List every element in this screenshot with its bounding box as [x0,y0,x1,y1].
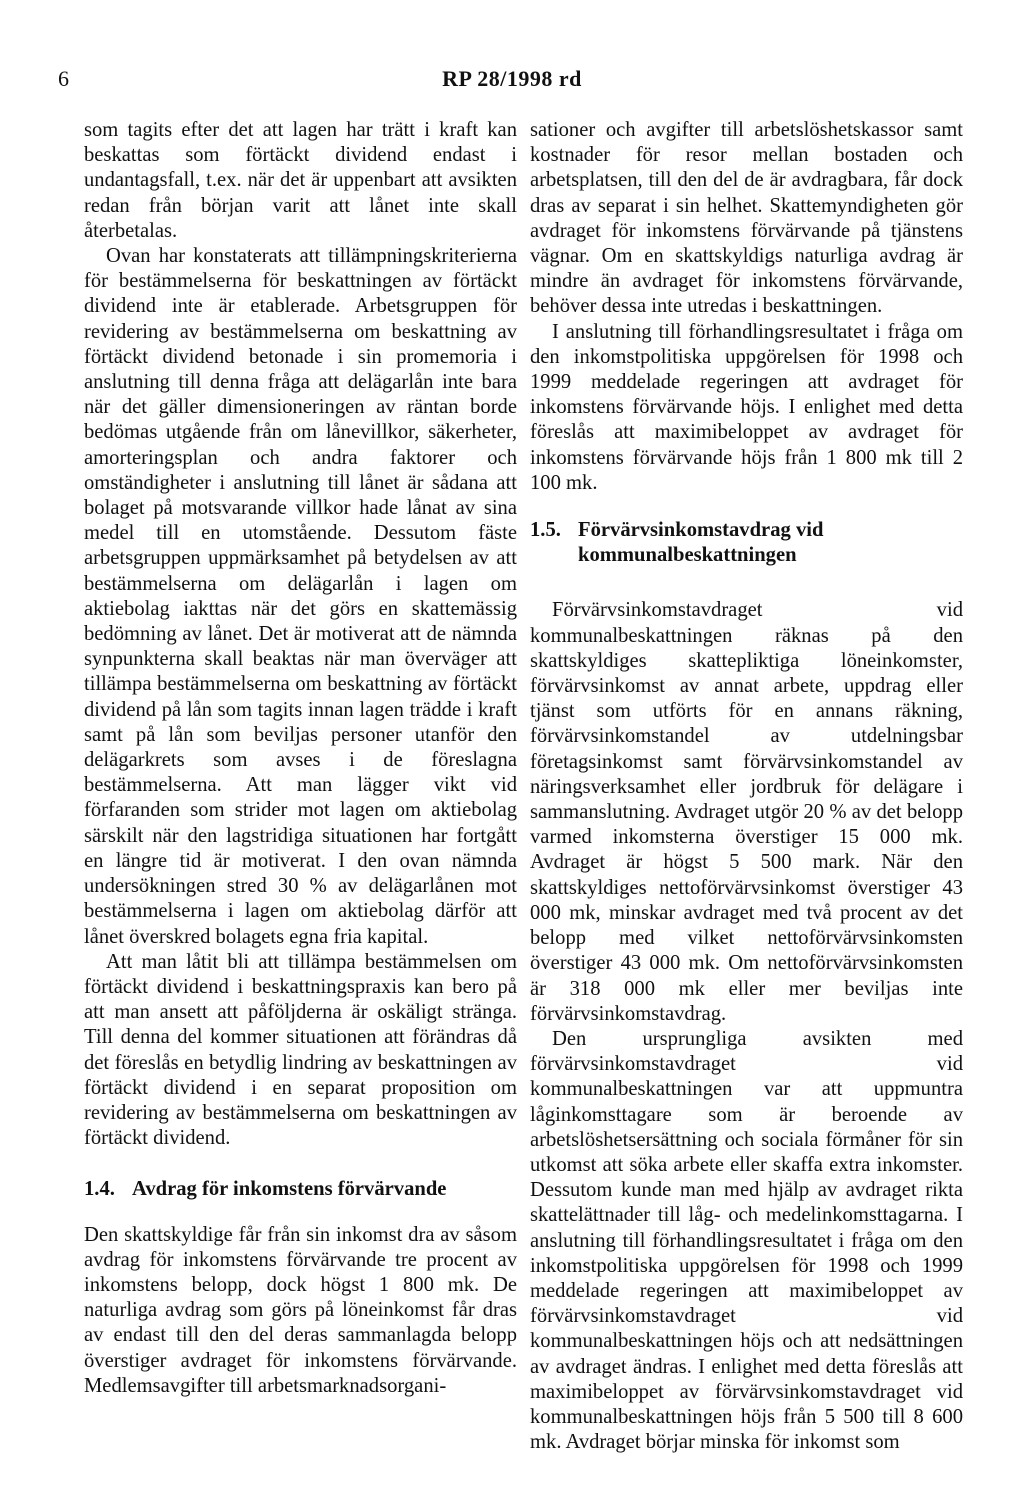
left-paragraph-4: Den skattskyldige får från sin inkomst dra av såsom avdrag för inkomstens förvärvande tre procent av inkomstens belopp, dock högst 1 800 mk. De naturliga avdrag som görs på löneinkomst får dras av endast till den del deras sammanlagda belopp överstiger avdraget för inkomstens förvärvande. Medlemsavgifter till arbetsmarknadsorgani- [84,1223,517,1397]
right-column [530,118,963,1455]
page-header [58,66,966,98]
left-column [84,118,517,1399]
right-paragraph-1: sationer och avgifter till arbetslöshetskassor samt kostnader för resor mellan bostaden och arbetsplatsen, till den del de är avdragbara, får dock dras av separat i sin helhet. Skattemyndigheten gör avdraget för inkomstens förvärvande på tjänstens vägnar. Om en skattskyldigs naturliga avdrag är mindre än avdraget för inkomstens förvärvande, behöver dessa inte utredas i beskattningen. [530,119,963,318]
section-title: Förvärvsinkomstavdrag vid kommunalbeskattningen [578,519,824,567]
section-heading-1-5 [530,518,963,568]
left-paragraph-3: Att man låtit bli att tillämpa bestämmelsen om förtäckt dividend i beskattningspraxis kan bero på att man ansett att påföljderna är oskäligt stränga. Till denna del kommer situationen att förändras då det föreslås en betydlig lindring av beskattningen av förtäckt dividend i en separat proposition om revidering av bestämmelserna om beskattningen av förtäckt dividend. [84,950,517,1150]
left-paragraph-1: som tagits efter det att lagen har trätt i kraft kan beskattas som förtäckt dividend endast i undantagsfall, t.ex. när det är uppenbart att avsikten redan från början varit att lånet inte skall återbetalas. [84,119,517,242]
section-title: Avdrag för inkomstens förvärvande [132,1178,447,1201]
page-number: 6 [58,66,69,91]
right-paragraph-3: Förvärvsinkomstavdraget vid kommunalbeskattningen räknas på den skattskyldiges skattepliktiga löneinkomster, förvärvsinkomst av annat arbete, uppdrag eller tjänst som utförts för en annans räkning, förvärvsinkomstandel av utdelningsbar företagsinkomst samt förvärvsinkomstandel av näringsverksamhet eller jordbruk för delägare i sammanslutning. Avdraget utgör 20 % av det belopp varmed inkomsterna överstiger 15 000 mk. Avdraget är högst 5 500 mark. När den skattskyldiges nettoförvärvsinkomst överstiger 43 000 mk, minskar avdraget med två procent av det belopp med vilket nettoförvärvsinkomsten överstiger 43 000 mk. Om nettoförvärvsinkomsten är 318 000 mk eller mer beviljas inte förvärvsinkomstavdrag. [530,599,963,1025]
running-title: RP 28/1998 rd [442,66,582,91]
section-heading-1-4 [84,1177,517,1202]
section-number: 1.5. [530,519,561,542]
left-paragraph-2: Ovan har konstaterats att tillämpningskriterierna för bestämmelserna för beskattningen av förtäckt dividend inte är etablerade. Arbetsgruppen för revidering av bestämmelserna om beskattning av förtäckt dividend betonade i sin promemoria i anslutning till denna fråga att delägarlån inte bara när det gäller dimensioneringen av räntan borde bedömas utgående från om lånevillkor, säkerheter, amorteringsplan och andra faktorer och omständigheter i anslutning till lånet är sådana att bolaget på motsvarande villkor hade lånat av sina medel till en utomstående. Dessutom fäste arbetsgruppen uppmärksamhet på betydelsen av att bestämmelserna om delägarlån i lagen om aktiebolag iakttas när det görs en skattemässig bedömning av lånet. Det är motiverat att de nämnda synpunkterna skall beaktas när man överväger att tillämpa bestämmelserna om beskattning av förtäckt dividend på lån som tagits innan lagen trädde i kraft samt på lån som beviljas personer utanför den delägarkrets som avses i de föreslagna bestämmelserna. Att man lägger vikt vid förfaranden som strider mot lagen om aktiebolag särskilt när den lagstridiga situationen har fortgått en längre tid är motiverat. I den ovan nämnda undersökningen stred 30 % av delägarlånen mot bestämmelserna i lagen om aktiebolag därför att lånet överskred bolagets egna fria kapital. [84,245,517,948]
right-paragraph-4: Den ursprungliga avsikten med förvärvsinkomstavdraget vid kommunalbeskattningen var att uppmuntra låginkomsttagare som är beroende av arbetslöshetsersättning och sociala förmåner för sin utkomst att söka arbete eller skaffa extra inkomster. Dessutom kunde man med hjälp av avdraget rikta skattelättnader till låg- och medelinkomsttagarna. I anslutning till förhandlingsresultatet i fråga om den inkomstpolitiska uppgörelsen för 1998 och 1999 meddelade regeringen att maximibeloppet av förvärvsinkomstavdraget vid kommunalbeskattningen höjs och att nedsättningen av avdraget ändras. I enlighet med detta föreslås att maximibeloppet av förvärvsinkomstavdraget vid kommunalbeskattningen höjs från 5 500 till 8 600 mk. Avdraget börjar minska för inkomst som [530,1027,963,1454]
section-number: 1.4. [84,1178,115,1201]
right-paragraph-2: I anslutning till förhandlingsresultatet i fråga om den inkomstpolitiska uppgörelsen för 1998 och 1999 meddelade regeringen att avdraget för inkomstens förvärvande höjs. I enlighet med detta föreslås att maximibeloppet av avdraget för inkomstens förvärvande höjs från 1 800 mk till 2 100 mk. [530,320,963,494]
